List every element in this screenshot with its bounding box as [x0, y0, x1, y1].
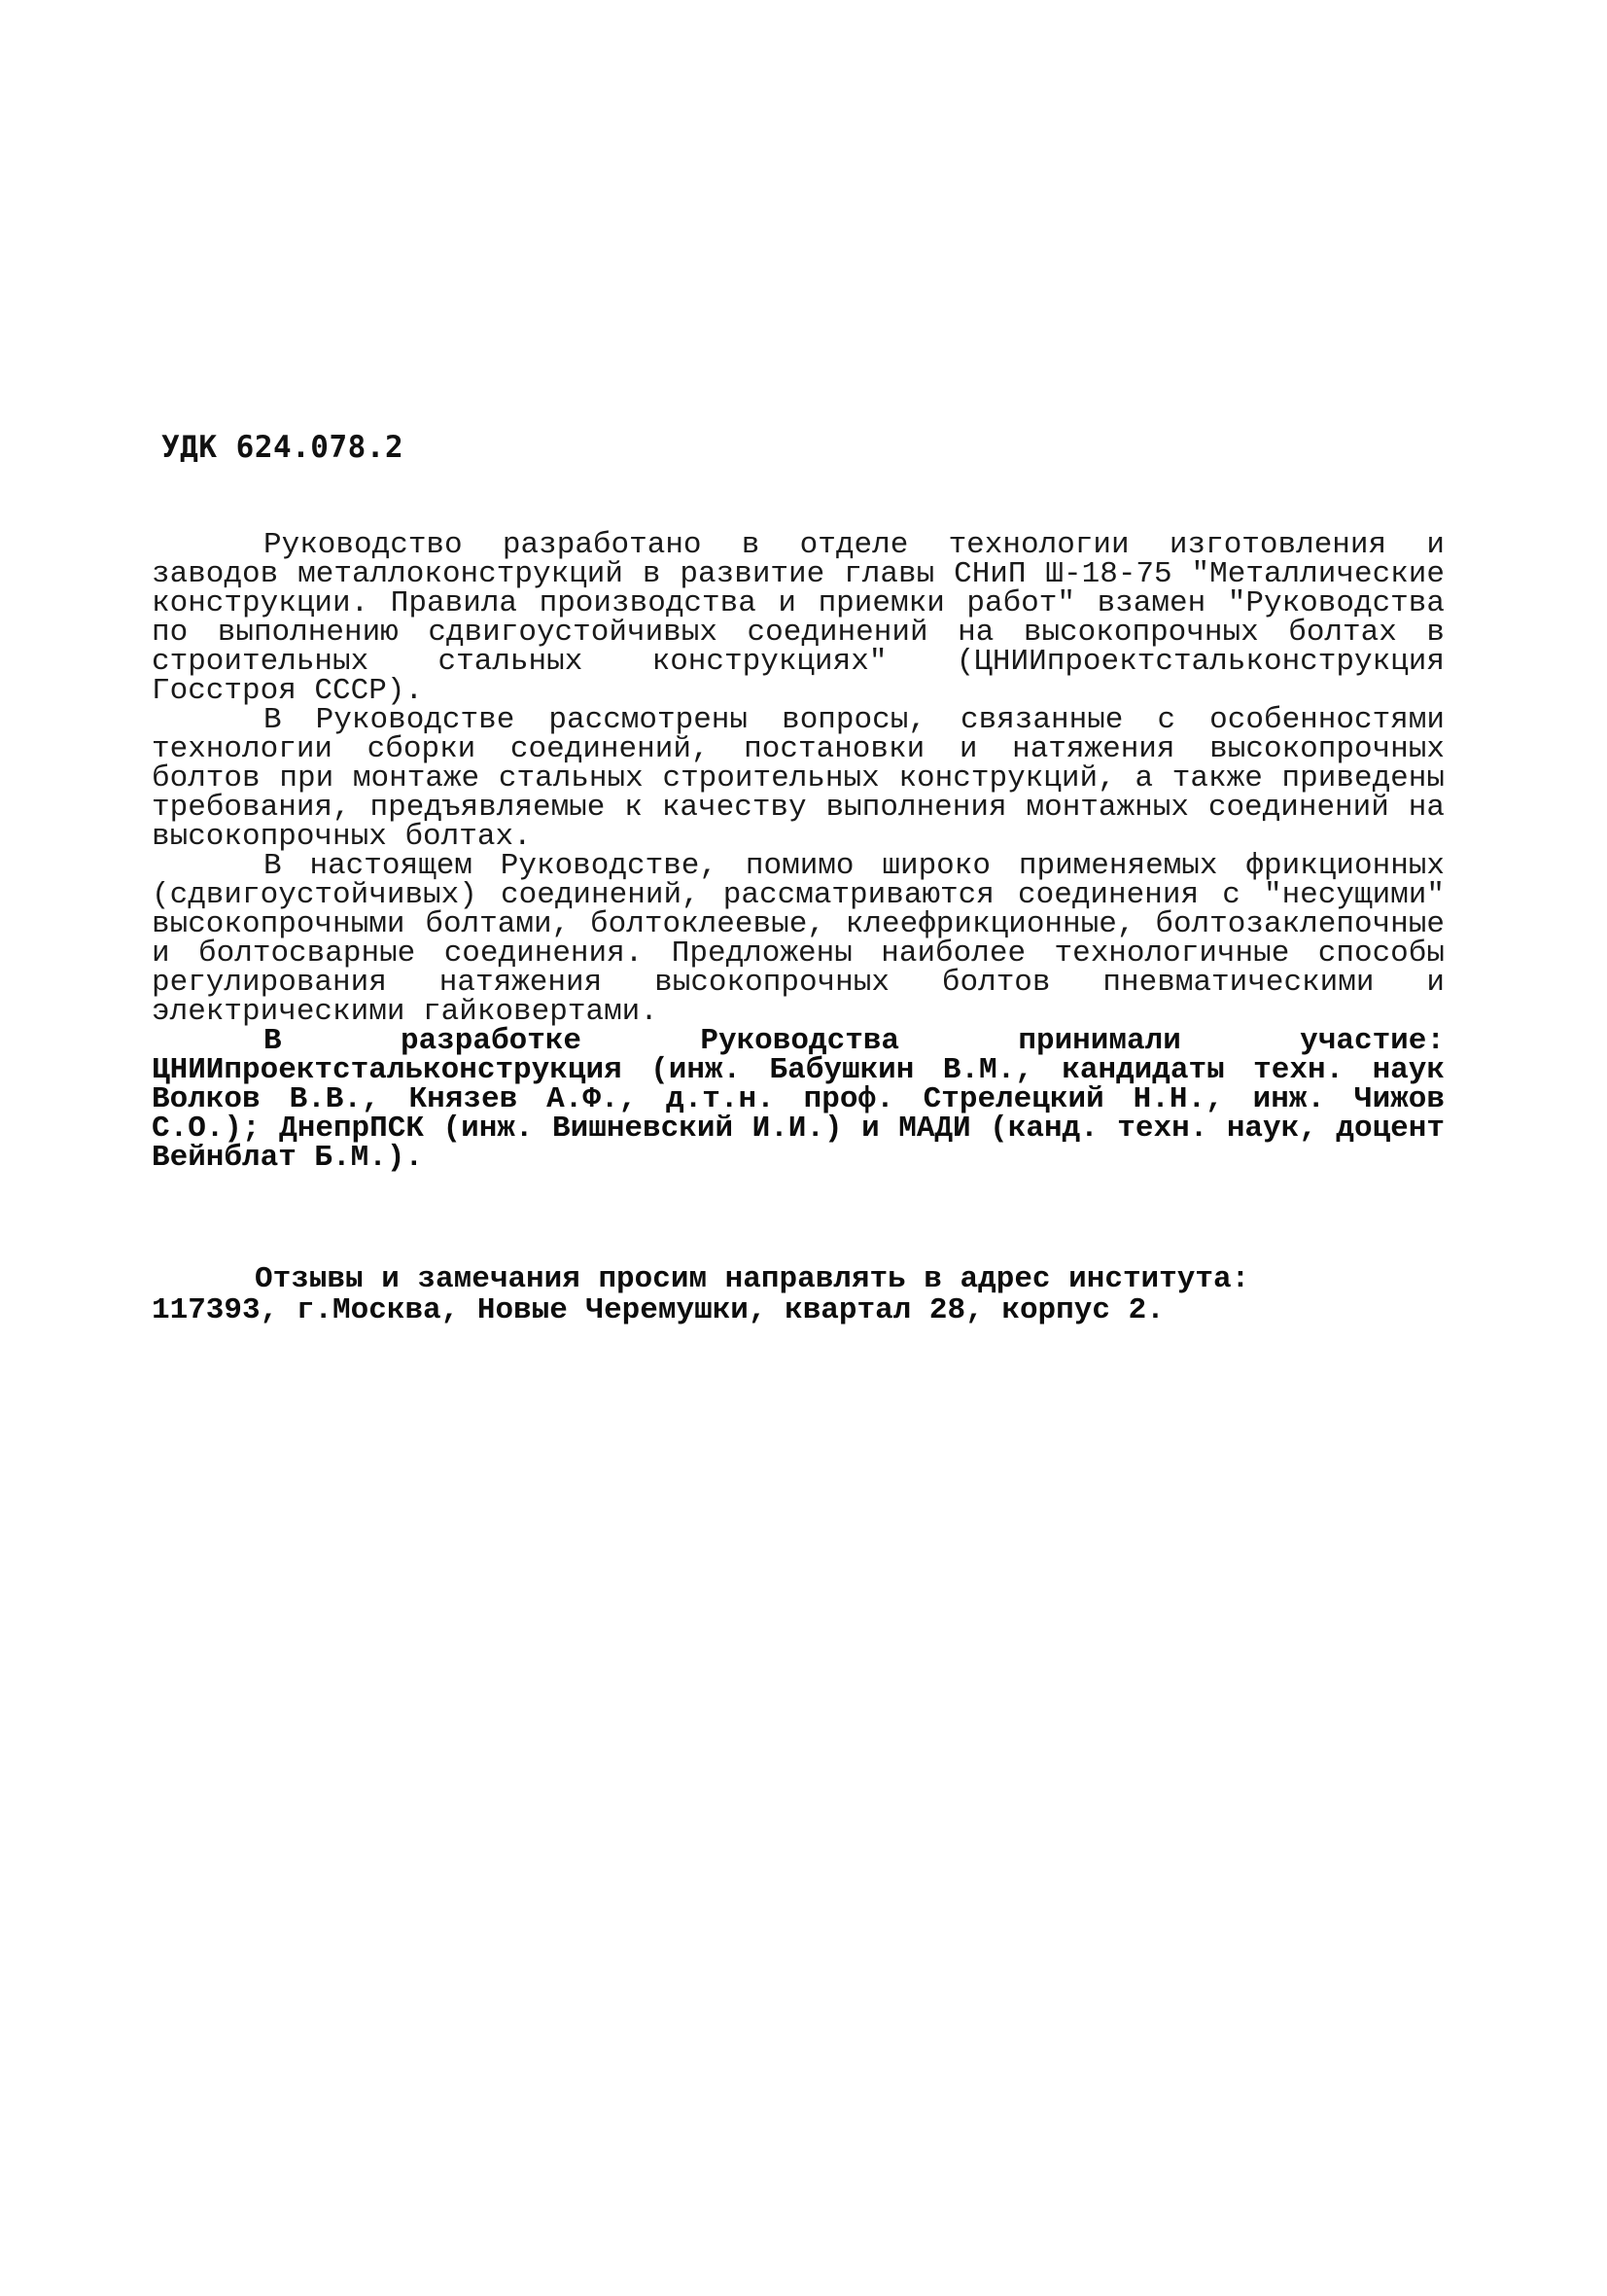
paragraph-connection-types: В настоящем Руководстве, помимо широко применяемых фрикционных (сдвигоустойчивых) соединений, рассматриваются соединения с "несущими" высокопрочными болтами, болтоклеевые, клеефрикционные, болтозаклепочные и болтосварные соединения. Предложены наиболее технологичные способы регулирования натяжения высокопрочных болтов пневматическими и электрическими гайковертами.: [152, 849, 1445, 1029]
feedback-address: [152, 1264, 1445, 1326]
institute-address: 117393, г.Москва, Новые Черемушки, квартал 28, корпус 2.: [152, 1293, 1165, 1327]
feedback-request: Отзывы и замечания просим направлять в адрес института:: [255, 1262, 1250, 1296]
paragraph-contributors: В разработке Руководства принимали участие: ЦНИИпроектстальконструкция (инж. Бабушкин В.М., кандидаты техн. наук Волков В.В., Князев А.Ф., д.т.н. проф. Стрелецкий Н.Н., инж. Чижов С.О.); ДнепрПСК (инж. Вишневский И.И.) и МАДИ (канд. техн. наук, доцент Вейнблат Б.М.).: [152, 1024, 1445, 1175]
paragraph-development-info: Руководство разработано в отделе технологии изготовления и заводов металлоконструкций в развитие главы СНиП Ш-18-75 "Металлические конструкции. Правила производства и приемки работ" взамен "Руководства по выполнению сдвигоустойчивых соединений на высокопрочных болтах в строительных стальных конструкциях" (ЦНИИпроектстальконструкция Госстроя СССР).: [152, 528, 1445, 708]
udc-code: УДК 624.078.2: [161, 430, 404, 465]
document-body: [152, 528, 1445, 1175]
paragraph-scope: В Руководстве рассмотрены вопросы, связанные с особенностями технологии сборки соединений, постановки и натяжения высокопрочных болтов при монтаже стальных строительных конструкций, а также приведены требования, предъявляемые к качеству выполнения монтажных соединений на высокопрочных болтах.: [152, 703, 1445, 854]
